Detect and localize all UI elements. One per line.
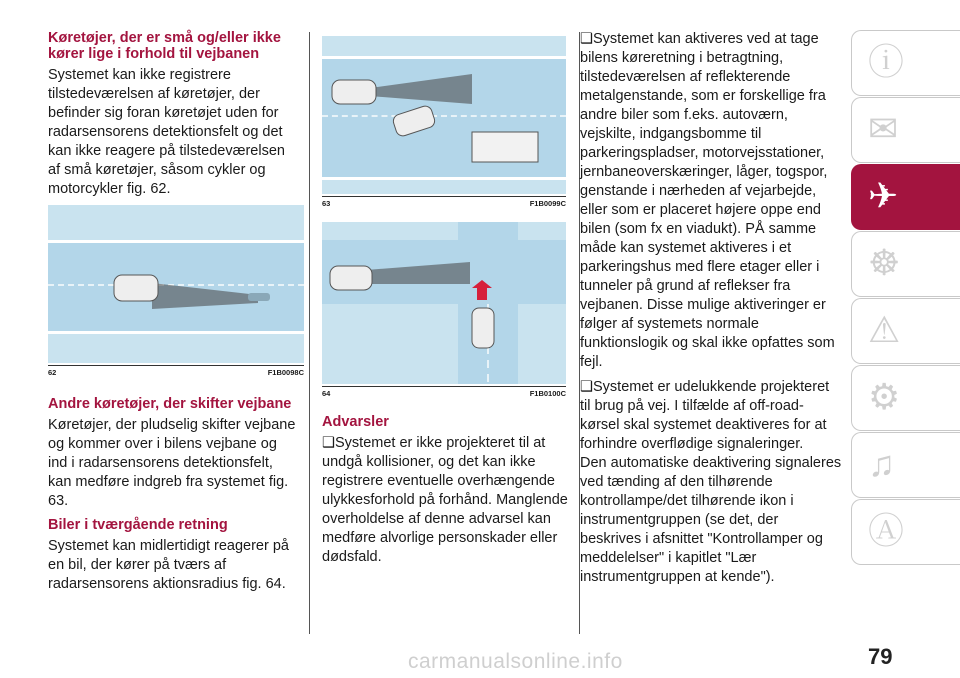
multimedia-icon: ♫: [868, 443, 895, 484]
chapter-tab-airbag-seat[interactable]: [851, 164, 960, 230]
figure-63-caption: [322, 196, 566, 208]
road-only-text: Systemet er udelukkende projekteret til brug på vej. I tilfælde af off-road-kørsel skal systemet deaktiveres for at forhindre overflødige signaleringer.: [580, 379, 830, 452]
car-icon: [332, 80, 376, 104]
paragraph-deactivation: Den automatiske deaktivering signaleres ved tænding af den tilhørende kontrollampe/det tilhørende ikon i instrumentgruppen (se det, der beskrives i afsnittet "Kontrollamper og meddelelser" i kapitlet "Lær instrumentgruppen at kende").: [580, 455, 842, 585]
chapter-tab-warning-lights[interactable]: [851, 97, 960, 163]
chapter-tab-multimedia[interactable]: [851, 432, 960, 498]
figure-code: F1B0099C: [529, 199, 566, 208]
page-number: 79: [868, 644, 893, 669]
figure-63-image: [322, 36, 566, 194]
figure-62-caption: [48, 365, 304, 377]
car-icon: [472, 308, 494, 348]
paragraph-small-vehicles: Systemet kan ikke registrere tilstedeværelsen af køretøjer, der befinder sig foran køretøjet uden for radarsensorens detektionsfelt og det kan ikke reagere på tilstedeværelsen af små køretøjer, såsom cykler og motorcykler fig. 62.: [48, 67, 285, 197]
watermark: carmanualsonline.info: [408, 650, 623, 673]
car-info-icon: ⓘ: [868, 41, 905, 82]
car-icon: [330, 266, 372, 290]
main-road: [458, 222, 518, 384]
figure-number: 63: [322, 199, 331, 208]
figure-64-caption: [322, 386, 566, 398]
radar-beam: [370, 74, 472, 104]
index-letters-icon: Ⓐ: [868, 510, 905, 551]
lane-change-scene: [322, 36, 566, 194]
heading-small-vehicles: Køretøjer, der er små og/eller ikke kører lige i forhold til vejbanen: [48, 30, 281, 62]
airbag-seat-icon: ✈: [868, 175, 899, 216]
paragraph-crossing: Systemet kan midlertidigt reagerer på en bil, der kører på tværs af radarsensorens aktionsradius fig. 64.: [48, 538, 289, 592]
paragraph-warnings: [322, 434, 570, 567]
figure-number: 64: [322, 389, 331, 398]
crossing-scene: [322, 222, 566, 384]
heading-lane-change: Andre køretøjer, der skifter vejbane: [48, 396, 292, 412]
motorcycle-icon: [248, 293, 270, 301]
car-icon: [392, 104, 437, 137]
paragraph-road-only: [580, 378, 842, 454]
column-3: [580, 30, 842, 593]
figure-code: F1B0098C: [267, 368, 304, 377]
checkbox-bullet-icon: [580, 379, 593, 395]
checkbox-bullet-icon: [322, 435, 335, 451]
figure-number: 62: [48, 368, 57, 377]
figure-62: [48, 205, 304, 377]
car-icon: [114, 275, 158, 301]
truck-icon: [472, 132, 538, 162]
activation-text: Systemet kan aktiveres ved at tage bilens køreretning i betragtning, tilstedeværelsen af reflekterende metalgenstande, som er forskellige fra andre biler som f.eks. autoværn, vejskilte, indgangsbomme til parkeringspladser, motorvejsstationer, jernbaneoverskæringer, låger, togspor, genstande i nærheden af vejarbejde, eller som er placeret højere oppe end bilen (som fx en viadukt). PÅ samme måde kan systemet aktiveres i et parkeringshus med flere etager eller i tunneler på grund af reflekser fra vejbanen. Disse mulige aktiveringer er følger af systemets normale funktionslogik og skal ikke opfattes som fejl.: [580, 31, 835, 370]
figure-63: [322, 36, 566, 208]
chapter-tab-index-letters[interactable]: [851, 499, 960, 565]
chapter-tab-key-steering[interactable]: [851, 231, 960, 297]
key-steering-icon: ☸: [868, 242, 901, 283]
figure-64-image: [322, 222, 566, 384]
checkbox-bullet-icon: [580, 31, 593, 47]
column-1-lower: [48, 396, 298, 600]
heading-crossing: Biler i tværgående retning: [48, 517, 228, 533]
radar-beam: [152, 283, 258, 309]
heading-warnings: Advarsler: [322, 414, 389, 430]
warning-lights-icon: ✉: [868, 108, 899, 149]
figure-62-image: [48, 205, 304, 363]
column-1: [48, 30, 298, 205]
chapter-tab-car-info[interactable]: [851, 30, 960, 96]
figure-code: F1B0100C: [529, 389, 566, 398]
paragraph-activation: [580, 30, 842, 372]
chapter-tab-emergency-triangle[interactable]: [851, 298, 960, 364]
paragraph-lane-change: Køretøjer, der pludselig skifter vejbane og kommer over i bilens vejbane og ind i radarsensorens detektionsfelt, kan medføre indgreb fra systemet fig. 63.: [48, 417, 296, 509]
column-divider-1: [309, 32, 310, 634]
column-2: [322, 414, 570, 573]
emergency-triangle-icon: ⚠: [868, 309, 901, 350]
chapter-tab-service-gears[interactable]: [851, 365, 960, 431]
figure-64: [322, 222, 566, 398]
radar-scene: [48, 205, 304, 363]
warning-text: Systemet er ikke projekteret til at undgå kollisioner, og det kan ikke registrere eventuelle overhængende ulykkesforhold på forhånd. Manglende overholdelse af denne advarsel kan medføre alvorlige personskader eller dødsfald.: [322, 435, 568, 565]
service-gears-icon: ⚙: [868, 376, 901, 417]
